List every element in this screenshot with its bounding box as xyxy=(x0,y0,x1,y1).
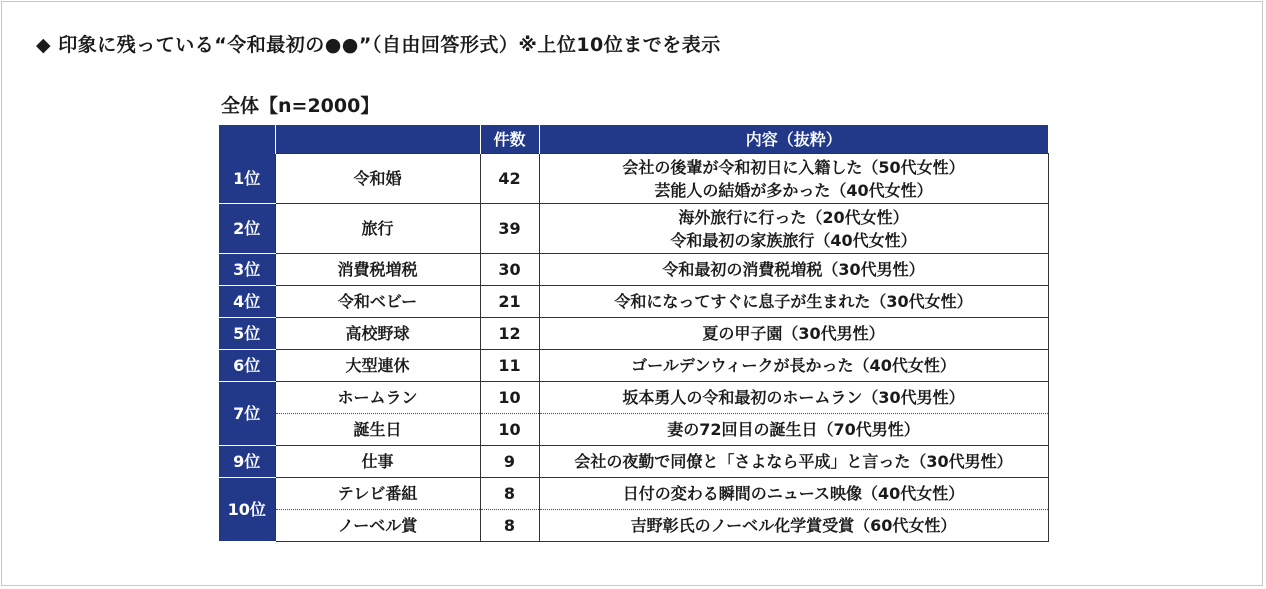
table-row xyxy=(219,286,1048,318)
item-cell: ホームラン xyxy=(275,382,480,414)
count-cell: 21 xyxy=(480,286,539,318)
count-cell: 11 xyxy=(480,350,539,382)
content-cell: ゴールデンウィークが長かった（40代女性） xyxy=(539,350,1048,382)
content-cell: 会社の夜勤で同僚と「さよなら平成」と言った（30代男性） xyxy=(539,446,1048,478)
content-cell: 夏の甲子園（30代男性） xyxy=(539,318,1048,350)
rank-cell: 5位 xyxy=(219,318,275,350)
item-cell: 令和婚 xyxy=(275,154,480,204)
table-row xyxy=(219,382,1048,414)
content-line: 芸能人の結婚が多かった（40代女性） xyxy=(654,180,933,200)
content-cell: 坂本勇人の令和最初のホームラン（30代男性） xyxy=(539,382,1048,414)
header-rank xyxy=(219,125,275,154)
item-cell: 令和ベビー xyxy=(275,286,480,318)
rank-cell: 1位 xyxy=(219,154,275,204)
content-line: 海外旅行に行った（20代女性） xyxy=(678,207,909,227)
content-cell xyxy=(539,154,1048,204)
count-cell: 9 xyxy=(480,446,539,478)
rank-cell: 4位 xyxy=(219,286,275,318)
count-cell: 10 xyxy=(480,414,539,446)
rank-cell: 7位 xyxy=(219,382,275,446)
table-header-row xyxy=(219,125,1048,154)
rank-cell: 9位 xyxy=(219,446,275,478)
sample-size-label: 全体【n=2000】 xyxy=(221,95,380,117)
item-cell: 大型連休 xyxy=(275,350,480,382)
item-cell: テレビ番組 xyxy=(275,478,480,510)
content-cell: 令和になってすぐに息子が生まれた（30代女性） xyxy=(539,286,1048,318)
count-cell: 39 xyxy=(480,204,539,254)
table-row xyxy=(219,446,1048,478)
rank-cell: 3位 xyxy=(219,254,275,286)
table-row xyxy=(219,204,1048,254)
item-cell: 旅行 xyxy=(275,204,480,254)
figure-heading: ◆ 印象に残っている“令和最初の●●”（自由回答形式）※上位10位までを表示 xyxy=(36,34,721,56)
table-row xyxy=(219,350,1048,382)
table-row xyxy=(219,154,1048,204)
count-cell: 8 xyxy=(480,478,539,510)
table-row xyxy=(219,414,1048,446)
rank-cell: 2位 xyxy=(219,204,275,254)
rank-cell: 6位 xyxy=(219,350,275,382)
item-cell: 誕生日 xyxy=(275,414,480,446)
content-line: 会社の後輩が令和初日に入籍した（50代女性） xyxy=(622,157,965,177)
item-cell: 高校野球 xyxy=(275,318,480,350)
item-cell: 消費税増税 xyxy=(275,254,480,286)
content-cell: 吉野彰氏のノーベル化学賞受賞（60代女性） xyxy=(539,510,1048,542)
table-row xyxy=(219,478,1048,510)
count-cell: 8 xyxy=(480,510,539,542)
content-cell: 妻の72回目の誕生日（70代男性） xyxy=(539,414,1048,446)
item-cell: 仕事 xyxy=(275,446,480,478)
rank-cell: 10位 xyxy=(219,478,275,542)
content-cell xyxy=(539,204,1048,254)
table-row xyxy=(219,318,1048,350)
content-cell: 日付の変わる瞬間のニュース映像（40代女性） xyxy=(539,478,1048,510)
ranking-table xyxy=(219,125,1049,542)
content-line: 令和最初の家族旅行（40代女性） xyxy=(670,230,917,250)
table-row xyxy=(219,510,1048,542)
content-cell: 令和最初の消費税増税（30代男性） xyxy=(539,254,1048,286)
header-content: 内容（抜粋） xyxy=(539,125,1048,154)
header-count: 件数 xyxy=(480,125,539,154)
item-cell: ノーベル賞 xyxy=(275,510,480,542)
count-cell: 12 xyxy=(480,318,539,350)
table-row xyxy=(219,254,1048,286)
count-cell: 42 xyxy=(480,154,539,204)
header-item xyxy=(275,125,480,154)
count-cell: 10 xyxy=(480,382,539,414)
count-cell: 30 xyxy=(480,254,539,286)
